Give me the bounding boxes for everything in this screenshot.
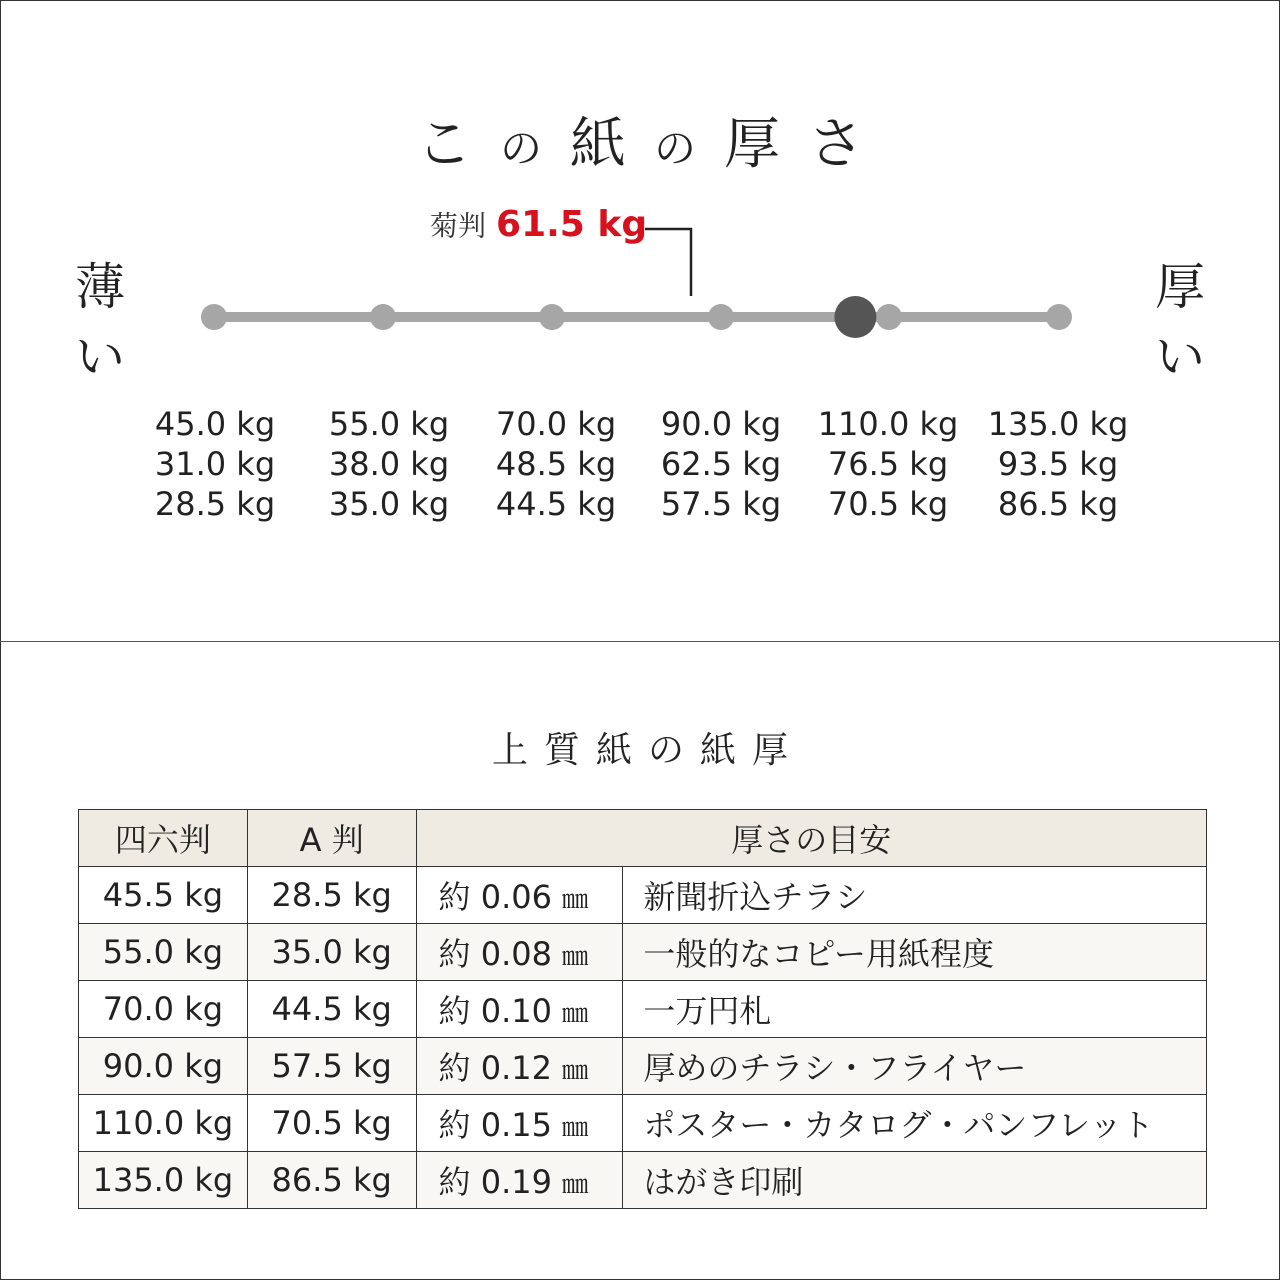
cell-shiroku-weight: 55.0 kg: [79, 924, 248, 981]
table-title-char: 上: [491, 730, 528, 771]
cell-a-weight: 28.5 kg: [247, 867, 416, 924]
thin-label-char: い: [75, 328, 125, 386]
cell-shiroku-weight: 135.0 kg: [79, 1152, 248, 1209]
thickness-unit: ㎜: [562, 1170, 589, 1200]
weight-value: 35.0 kg: [328, 485, 450, 523]
table-row: [79, 924, 1207, 981]
cell-shiroku-weight: 90.0 kg: [79, 1038, 248, 1095]
thickness-unit: ㎜: [562, 942, 589, 972]
cell-usage: はがき印刷: [623, 1152, 1207, 1209]
cell-usage: 一万円札: [623, 981, 1207, 1038]
thickness-number: 0.10: [480, 992, 552, 1030]
weight-value: 93.5 kg: [997, 445, 1119, 483]
cell-thickness: [416, 1095, 623, 1152]
thickness-scale: [0, 0, 1280, 400]
weight-column: [636, 404, 806, 524]
weight-value: 44.5 kg: [495, 485, 617, 523]
table-row: [79, 1152, 1207, 1209]
table-row: [79, 867, 1207, 924]
scale-stop-dot: [876, 304, 902, 330]
thickness-unit: ㎜: [562, 1056, 589, 1086]
cell-usage: 厚めのチラシ・フライヤー: [623, 1038, 1207, 1095]
weight-value: 28.5 kg: [154, 485, 276, 523]
thick-label-char: い: [1155, 328, 1205, 386]
weight-value: 57.5 kg: [660, 485, 782, 523]
table-title-char: 紙: [700, 730, 737, 771]
cell-a-weight: 70.5 kg: [247, 1095, 416, 1152]
cell-a-weight: 35.0 kg: [247, 924, 416, 981]
thin-label-char: 薄: [75, 258, 125, 316]
column-header-thickness: 厚さの目安: [416, 810, 1206, 867]
scale-stop-dot: [370, 304, 396, 330]
weight-value: 38.0 kg: [328, 445, 450, 483]
cell-shiroku-weight: 110.0 kg: [79, 1095, 248, 1152]
table-title-char: 厚: [752, 730, 789, 771]
title-char: こ: [415, 112, 472, 177]
cell-a-weight: 44.5 kg: [247, 981, 416, 1038]
table-title: [0, 722, 1280, 773]
paper-thickness-table: [78, 809, 1207, 1209]
scale-stop-dot: [201, 304, 227, 330]
cell-usage: 一般的なコピー用紙程度: [623, 924, 1207, 981]
weight-value: 76.5 kg: [827, 445, 949, 483]
weight-value: 62.5 kg: [660, 445, 782, 483]
scale-stop-dot: [1046, 304, 1072, 330]
weight-value: 31.0 kg: [154, 445, 276, 483]
table-title-char: 紙: [595, 730, 632, 771]
thickness-prefix: 約: [438, 1163, 471, 1201]
table-row: [79, 1095, 1207, 1152]
title-char: の: [499, 124, 542, 173]
weight-value: 135.0 kg: [987, 405, 1129, 443]
title-char: さ: [808, 112, 865, 177]
thickness-prefix: 約: [438, 878, 471, 916]
section-divider: [0, 641, 1280, 642]
title-char: 紙: [570, 112, 626, 177]
weight-value: 70.0 kg: [495, 405, 617, 443]
weight-value: 110.0 kg: [817, 405, 959, 443]
thickness-number: 0.08: [480, 935, 552, 973]
thickness-prefix: 約: [438, 992, 471, 1030]
title-char: の: [654, 124, 697, 173]
callout-weight-value: 61.5 kg: [496, 204, 648, 245]
weight-column: [304, 404, 474, 524]
weight-value: 55.0 kg: [328, 405, 450, 443]
thickness-prefix: 約: [438, 1049, 471, 1087]
thickness-number: 0.06: [480, 878, 552, 916]
table-header-row: [79, 810, 1207, 867]
table-row: [79, 981, 1207, 1038]
thickness-prefix: 約: [438, 1106, 471, 1144]
thickness-prefix: 約: [438, 935, 471, 973]
table-row: [79, 1038, 1207, 1095]
weight-column: [803, 404, 973, 524]
cell-usage: 新聞折込チラシ: [623, 867, 1207, 924]
title-char: 厚: [724, 112, 781, 177]
column-header-shiroku: 四六判: [79, 810, 248, 867]
cell-shiroku-weight: 45.5 kg: [79, 867, 248, 924]
callout-size-label: 菊判: [430, 209, 487, 243]
thick-label-char: 厚: [1155, 258, 1205, 316]
weight-column: [130, 404, 300, 524]
table-title-char: の: [648, 730, 685, 771]
cell-thickness: [416, 1152, 623, 1209]
cell-thickness: [416, 1038, 623, 1095]
thickness-unit: ㎜: [562, 1113, 589, 1143]
scale-stop-dot: [539, 304, 565, 330]
column-header-a-size: A 判: [247, 810, 416, 867]
cell-thickness: [416, 981, 623, 1038]
thickness-number: 0.19: [480, 1163, 552, 1201]
thickness-number: 0.12: [480, 1049, 552, 1087]
weight-value: 70.5 kg: [827, 485, 949, 523]
thickness-number: 0.15: [480, 1106, 552, 1144]
callout-leader-line: [645, 229, 691, 296]
current-thickness-marker: [834, 296, 876, 338]
cell-a-weight: 57.5 kg: [247, 1038, 416, 1095]
table-title-char: 質: [543, 730, 580, 771]
scale-stop-dot: [708, 304, 734, 330]
weight-value: 48.5 kg: [495, 445, 617, 483]
weight-value: 90.0 kg: [660, 405, 782, 443]
cell-shiroku-weight: 70.0 kg: [79, 981, 248, 1038]
cell-thickness: [416, 924, 623, 981]
cell-thickness: [416, 867, 623, 924]
cell-a-weight: 86.5 kg: [247, 1152, 416, 1209]
weight-column: [471, 404, 641, 524]
weight-value: 45.0 kg: [154, 405, 276, 443]
cell-usage: ポスター・カタログ・パンフレット: [623, 1095, 1207, 1152]
weight-value: 86.5 kg: [997, 485, 1119, 523]
weight-column: [973, 404, 1143, 524]
thickness-unit: ㎜: [562, 999, 589, 1029]
thickness-unit: ㎜: [562, 885, 589, 915]
